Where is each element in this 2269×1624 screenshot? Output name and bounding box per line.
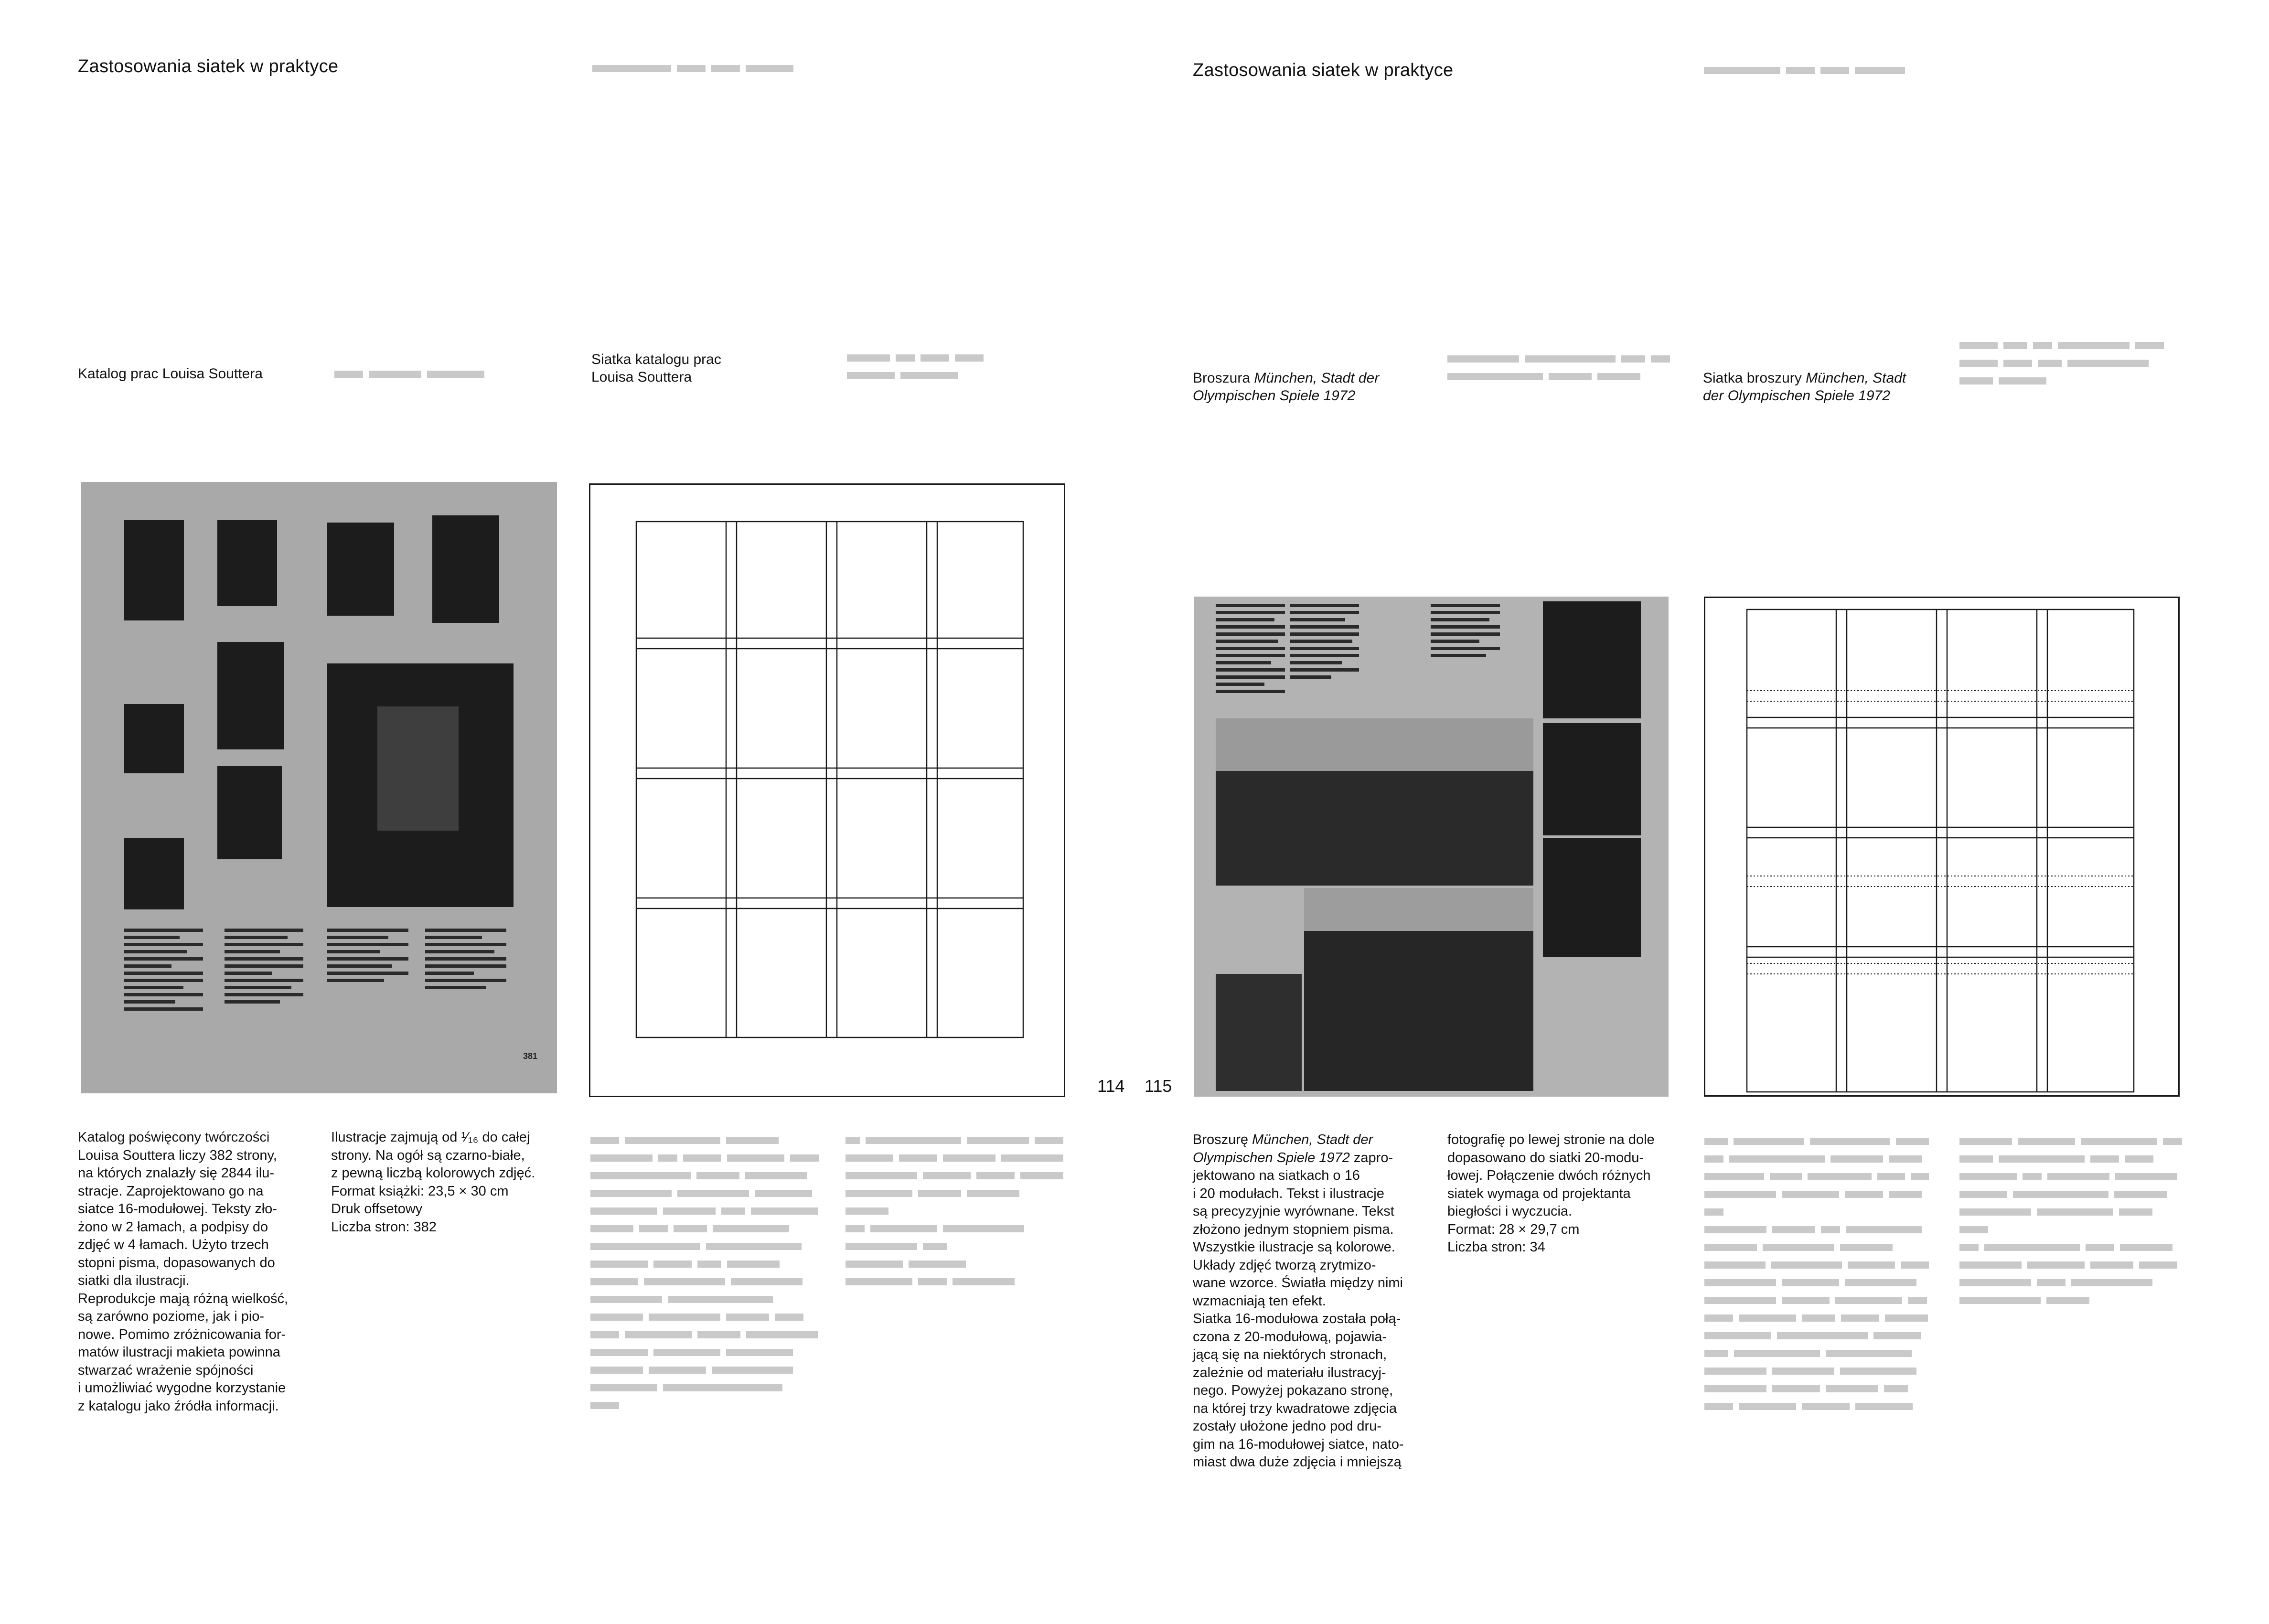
muenchen-grid-diagram xyxy=(1704,597,2180,1097)
page-number-right: 115 xyxy=(1145,1076,1172,1096)
left-caption-photo: Katalog prac Louisa Souttera xyxy=(78,366,263,382)
plate-page-number: 381 xyxy=(523,1051,538,1061)
muenchen-grid-lines xyxy=(1705,598,2181,1098)
right-header-placeholder xyxy=(1704,67,1905,85)
right-caption-photo xyxy=(1193,352,1379,405)
right-caption-photo-italic: München, Stadt der Olympischen Spiele 1972 xyxy=(1193,370,1380,404)
right-body-col1-plain-a: Broszurę xyxy=(1193,1132,1252,1147)
souttera-grid-diagram xyxy=(589,483,1065,1097)
left-header: Zastosowania siatek w praktyce xyxy=(78,56,339,76)
left-caption-grid: Siatka katalogu prac Louisa Souttera xyxy=(591,352,721,385)
right-body-placeholder-col2 xyxy=(1959,1138,2184,1314)
right-caption-grid-placeholder xyxy=(1959,342,2164,395)
right-caption-photo-placeholder xyxy=(1447,355,1670,391)
right-caption-photo-plain: Broszura xyxy=(1193,370,1254,386)
left-caption-photo-placeholder xyxy=(334,371,484,388)
left-body-placeholder-col1 xyxy=(590,1137,820,1420)
left-caption-grid-placeholder xyxy=(847,354,984,390)
souttera-grid-lines xyxy=(590,485,1067,1099)
left-header-placeholder xyxy=(592,65,793,83)
right-caption-grid xyxy=(1703,352,1906,405)
page-number-left: 114 xyxy=(1097,1076,1125,1096)
left-body-col1: Katalog poświęcony twórczości Louisa Souttera liczy 382 strony, na których znalazły się 2844 ilu- stracje. Zaprojektowano go na siatce 16-modułowej. Teksty zło- żono w 2 łamach, a podpisy do zdjęć w 4 łamach. Użyto trzech stopni pisma, dopasowanych do siatki dla ilustracji. Reprodukcje mają różną wielkość, są zarówno poziome, jak i pio- nowe. Pomimo zróżnicowania for- matów ilustracji makieta powinna stwarzać wrażenie spójności i umożliwiać wygodne korzystanie z katalogu jako źródła informacji. xyxy=(78,1130,289,1414)
right-body-col1-italic: München, Stadt der Olympischen Spiele 1972 xyxy=(1193,1132,1373,1165)
right-header: Zastosowania siatek w praktyce xyxy=(1193,60,1454,80)
right-body-col2: fotografię po lewej stronie na dole dopasowano do siatki 20-modu- łowej. Połączenie dwóch różnych siatek wymaga od projektanta biegłości i wyczucia. Format: 28 × 29,7 cm Liczba stron: 34 xyxy=(1447,1132,1655,1255)
souttera-catalogue-photo xyxy=(81,482,557,1093)
muenchen-brochure-photo xyxy=(1194,597,1669,1097)
left-body-placeholder-col2 xyxy=(846,1137,1065,1296)
right-body-col1-plain-b: zapro- jektowano na siatkach o 16 i 20 modułach. Tekst i ilustracje są precyzyjnie wyrównane. Tekst złożono jednym stopniem pisma. Wszystkie ilustracje są kolorowe. Układy zdjęć tworzą zrytmizo- wane wzorce. Światła między nimi wzmacniają ten efekt. Siatka 16-modułowa została połą- czona z 20-modułową, pojawia- jącą się na niektórych stronach, zależnie od materiału ilustracyj- nego. Powyżej pokazano stronę, na której trzy kwadratowe zdjęcia zostały ułożone jedno pod dru- gim na 16-modułowej siatce, nato- miast dwa duże zdjęcia i mniejszą xyxy=(1193,1150,1404,1470)
left-body-col2: Ilustracje zajmują od ¹⁄₁₆ do całej strony. Na ogół są czarno-białe, z pewną liczbą kolorowych zdjęć. Format książki: 23,5 × 30 cm Druk offsetowy Liczba stron: 382 xyxy=(331,1130,535,1235)
right-body-placeholder-col1 xyxy=(1704,1138,1929,1421)
right-body-col1 xyxy=(1193,1131,1432,1472)
right-caption-grid-italic: München, Stadt der Olympischen Spiele 1972 xyxy=(1703,370,1906,404)
right-caption-grid-plain: Siatka broszury xyxy=(1703,370,1806,386)
